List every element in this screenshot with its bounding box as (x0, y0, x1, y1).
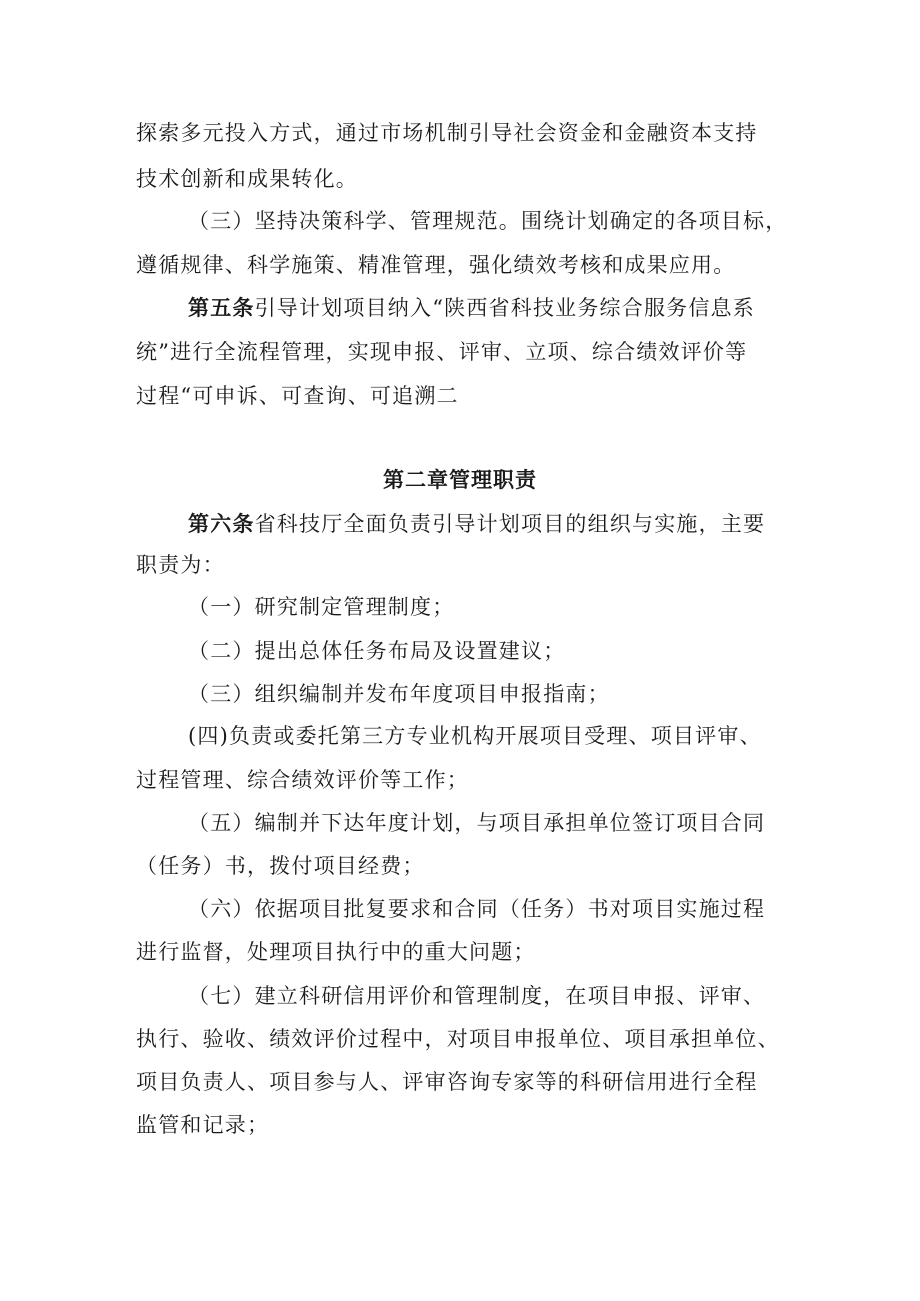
duty-6-line-2: 进行监督，处理项目执行中的重大问题； (136, 940, 536, 964)
duty-5-line-1: （五）编制并下达年度计划，与项目承担单位签订项目合同 (188, 811, 766, 835)
duty-3: （三）组织编制并发布年度项目申报指南； (188, 682, 610, 706)
article-6-label: 第六条 (188, 511, 255, 536)
principle-3-line-2: 遵循规律、科学施策、精准管理，强化绩效考核和成果应用。 (136, 253, 736, 277)
article-6-line-2: 职责为： (136, 553, 225, 577)
duty-7-line-1: （七）建立科研信用评价和管理制度，在项目申报、评审、 (188, 984, 766, 1008)
duty-7-line-3: 项目负责人、项目参与人、评审咨询专家等的科研信用进行全程 (136, 1070, 758, 1094)
principle-3-line-1: （三）坚持决策科学、管理规范。围绕计划确定的各项目标， (188, 209, 788, 233)
duty-4-line-2: 过程管理、综合绩效评价等工作； (136, 768, 469, 792)
article-6-text-1: 省科技厅全面负责引导计划项目的组织与实施，主要 (254, 512, 766, 536)
article-5-line-1 (188, 293, 796, 323)
duty-5-line-2: （任务）书，拨付项目经费； (136, 854, 425, 878)
duty-2: （二）提出总体任务布局及设置建议； (188, 639, 566, 663)
article-5-line-3: 过程“可申诉、可查询、可追溯二 (136, 384, 459, 408)
chapter-2-title: 第二章管理职责 (383, 467, 537, 492)
duty-1: （一）研究制定管理制度； (188, 595, 455, 619)
article-5-line-2: 统”进行全流程管理，实现申报、评审、立项、综合绩效评价等 (136, 340, 748, 364)
article-6-line-1 (188, 509, 796, 539)
duty-7-line-4: 监管和记录； (136, 1113, 270, 1137)
article-5-label: 第五条 (188, 295, 255, 320)
intro-line-1: 探索多元投入方式，通过市场机制引导社会资金和金融资本支持 (136, 121, 758, 145)
duty-6-line-1: （六）依据项目批复要求和合同（任务）书对项目实施过程 (188, 897, 766, 921)
duty-4-line-1: (四)负责或委托第三方专业机构开展项目受理、项目评审、 (188, 724, 762, 748)
article-5-text-1: 引导计划项目纳入“陕西省科技业务综合服务信息系 (254, 296, 755, 320)
duty-7-line-2: 执行、验收、绩效评价过程中，对项目申报单位、项目承担单位、 (136, 1027, 780, 1051)
intro-line-2: 技术创新和成果转化。 (136, 167, 358, 191)
